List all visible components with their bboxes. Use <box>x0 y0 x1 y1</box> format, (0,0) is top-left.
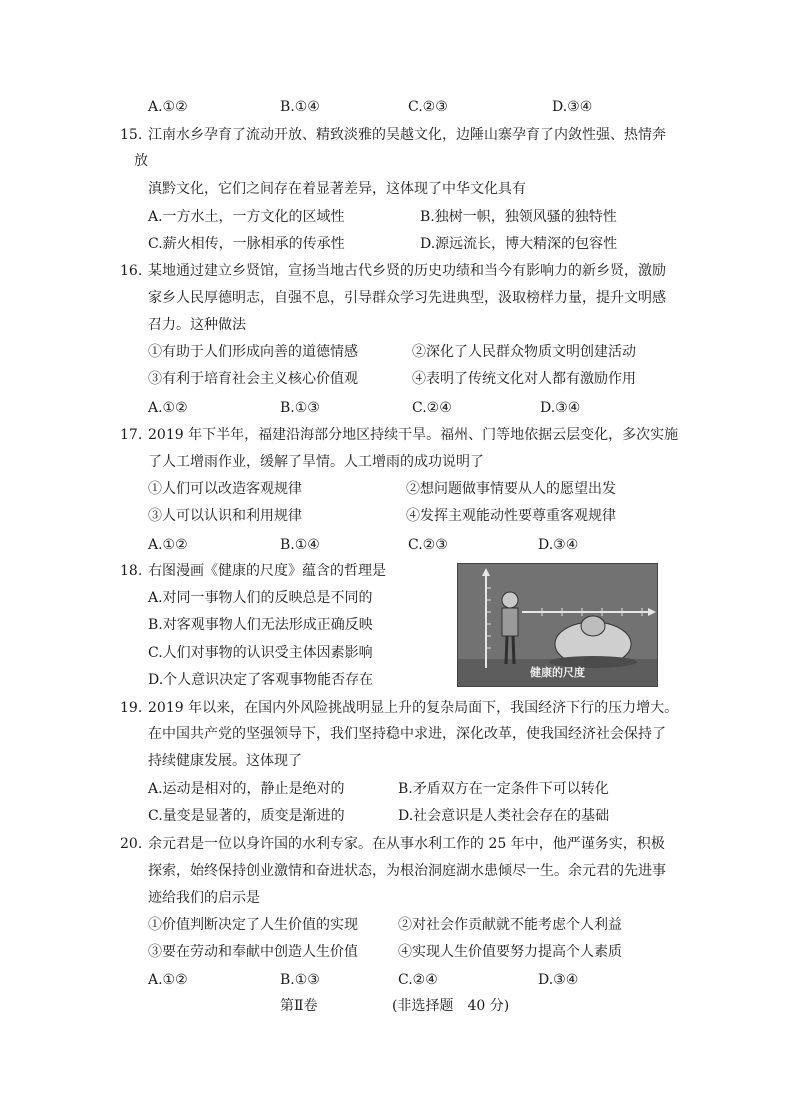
q20-stem-line-2: 探索，始终保持创业激情和奋进状态，为根治洞庭湖水患倾尽一生。余元君的先进事 <box>148 863 666 879</box>
q14-option-d: D.③④ <box>552 99 593 115</box>
q16-option-c: C.②④ <box>412 400 452 416</box>
q17-stem-line-1: 2019 年下半年，福建沿海部分地区持续干旱。福州、门等地依据云层变化，多次实施 <box>148 427 679 443</box>
q15-stem-line-3: 滇黔文化，它们之间存在着显著差异，这体现了中华文化具有 <box>148 181 526 197</box>
q17-statement-3: ③人可以认识和利用规律 <box>148 508 302 524</box>
q16-stem-line-2: 家乡人民厚德明志，自强不息，引导群众学习先进典型，汲取榜样力量，提升文明感 <box>148 290 666 306</box>
q18-stem-line-1: 右图漫画《健康的尺度》蕴含的哲理是 <box>148 563 386 579</box>
q17-option-b: B.①④ <box>280 537 320 553</box>
section-subtitle: (非选择题 40 分) <box>392 998 510 1014</box>
q19-stem-line-2: 在中国共产党的坚强领导下，我们坚持稳中求进，深化改革，使我国经济社会保持了 <box>148 726 666 742</box>
q16-statement-3: ③有利于培育社会主义核心价值观 <box>148 371 358 387</box>
q20-statement-4: ④实现人生价值要努力提高个人素质 <box>398 944 622 960</box>
q18-option-b: B.对客观事物人们无法形成正确反映 <box>148 617 373 633</box>
q19-stem-line-3: 持续健康发展。这体现了 <box>148 753 302 769</box>
q20-option-d: D.③④ <box>538 972 579 988</box>
q14-option-b: B.①④ <box>280 99 320 115</box>
q17-number: 17. <box>120 427 143 443</box>
q20-number: 20. <box>120 836 143 852</box>
q19-option-b: B.矛盾双方在一定条件下可以转化 <box>398 781 609 797</box>
q19-stem-line-1: 2019 年以来，在国内外风险挑战明显上升的复杂局面下，我国经济下行的压力增大。 <box>148 700 679 716</box>
q17-statement-1: ①人们可以改造客观规律 <box>148 481 302 497</box>
q16-option-d: D.③④ <box>540 400 581 416</box>
q20-statement-3: ③要在劳动和奉献中创造人生价值 <box>148 944 358 960</box>
section-title: 第Ⅱ卷 <box>280 998 318 1014</box>
q14-option-c: C.②③ <box>408 99 448 115</box>
health-scale-comic-image <box>457 563 658 687</box>
q17-option-d: D.③④ <box>538 537 579 553</box>
q15-option-d: D.源远流长，博大精深的包容性 <box>420 236 618 252</box>
q18-number: 18. <box>120 563 143 579</box>
q20-option-c: C.②④ <box>398 972 438 988</box>
q15-option-c: C.薪火相传，一脉相承的传承性 <box>148 236 345 252</box>
q20-statement-2: ②对社会作贡献就不能考虑个人利益 <box>398 917 622 933</box>
q18-option-a: A.对同一事物人们的反映总是不同的 <box>148 590 373 606</box>
q15-option-a: A.一方水土，一方文化的区域性 <box>148 209 345 225</box>
q19-number: 19. <box>120 700 143 716</box>
q19-option-d: D.社会意识是人类社会存在的基础 <box>398 808 610 824</box>
q15-stem-line-1: 江南水乡孕育了流动开放、精致淡雅的吴越文化，边陲山寨孕育了内敛性强、热情奔 <box>148 127 666 143</box>
comic-caption: 健康的尺度 <box>530 666 585 679</box>
q17-statement-4: ④发挥主观能动性要尊重客观规律 <box>406 508 616 524</box>
q18-option-c: C.人们对事物的认识受主体因素影响 <box>148 645 373 661</box>
q17-option-c: C.②③ <box>408 537 448 553</box>
q14-option-a: A.①② <box>148 99 188 115</box>
q17-option-a: A.①② <box>148 537 188 553</box>
q20-stem-line-1: 余元君是一位以身许国的水利专家。在从事水利工作的 25 年中，他严谨务实，积极 <box>148 836 665 852</box>
q16-statement-2: ②深化了人民群众物质文明创建活动 <box>412 344 636 360</box>
q20-statement-1: ①价值判断决定了人生价值的实现 <box>148 917 358 933</box>
q20-stem-line-3: 迹给我们的启示是 <box>148 890 260 906</box>
q16-statement-1: ①有助于人们形成向善的道德情感 <box>148 344 358 360</box>
q15-option-b: B.独树一帜，独领风骚的独特性 <box>420 209 617 225</box>
q19-option-a: A.运动是相对的，静止是绝对的 <box>148 781 345 797</box>
q16-option-a: A.①② <box>148 400 188 416</box>
q19-option-c: C.量变是显著的，质变是渐进的 <box>148 808 345 824</box>
q16-number: 16. <box>120 263 143 279</box>
q15-stem-line-2: 放 <box>134 153 148 169</box>
q15-number: 15. <box>120 127 143 143</box>
q16-stem-line-3: 召力。这种做法 <box>148 317 246 333</box>
q18-option-d: D.个人意识决定了客观事物能否存在 <box>148 672 374 688</box>
q20-option-b: B.①③ <box>280 972 320 988</box>
q20-option-a: A.①② <box>148 972 188 988</box>
q17-statement-2: ②想问题做事情要从人的愿望出发 <box>406 481 616 497</box>
q16-stem-line-1: 某地通过建立乡贤馆，宣扬当地古代乡贤的历史功绩和当今有影响力的新乡贤，激励 <box>148 263 666 279</box>
q16-statement-4: ④表明了传统文化对人都有激励作用 <box>412 371 636 387</box>
q16-option-b: B.①③ <box>280 400 320 416</box>
q17-stem-line-2: 了人工增雨作业，缓解了旱情。人工增雨的成功说明了 <box>148 454 484 470</box>
